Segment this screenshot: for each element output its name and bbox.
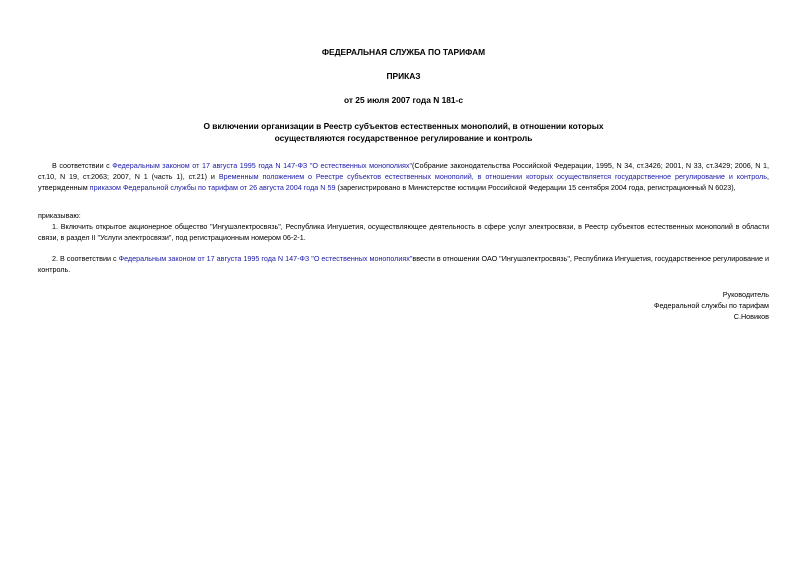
document-subject-line-2: осуществляются государственное регулирование и контроль [274, 133, 533, 143]
federal-law-link-item2[interactable]: Федеральным законом от 17 августа 1995 года N 147-ФЗ "О естественных монополиях" [118, 254, 413, 263]
basis-text-4: (зарегистрировано в Министерстве юстиции Российской Федерации 15 сентября 2004 года, регистрационный N 6023), [335, 183, 736, 192]
order-word: приказываю: [38, 211, 81, 220]
document-subject [38, 120, 769, 144]
fst-order-link[interactable]: приказом Федеральной службы по тарифам от 26 августа 2004 года N 59 [89, 183, 336, 192]
federal-law-link[interactable]: Федеральным законом от 17 августа 1995 года N 147-ФЗ "О естественных монополиях" [112, 161, 413, 170]
basis-text-2: (Собрание законодательства Российской Федерации, 1995, N 34, ст.3426; 2001, N 33, ст.3429; 2006, N 1, ст.10, N 19, ст.2063; 2007, N 1 (часть 1), ст.21) и [38, 161, 770, 181]
signature-name: С.Новиков [733, 312, 769, 321]
signature-block [38, 289, 769, 322]
order-item-1: 1. Включить открытое акционерное общество "Ингушэлектросвязь", Республика Ингушетия, осуществляющее деятельность в сфере услуг электросвязи, в Реестр субъектов естественных монополий в области связи, в раздел II "Услуги электросвязи", под регистрационным номером 06-2-1. [38, 222, 769, 242]
document-date-number: от 25 июля 2007 года N 181-с [343, 95, 464, 105]
document-subject-line-1: О включении организации в Реестр субъектов естественных монополий, в отношении которых [203, 121, 604, 131]
signature-position: Руководитель [722, 290, 769, 299]
temporary-regulation-link[interactable]: Временным положением о Реестре субъектов естественных монополий, в отношении которых осуществляется государственное регулирование и контроль [218, 172, 767, 181]
legal-basis-paragraph [38, 160, 769, 193]
basis-text-1: В соответствии с [52, 161, 113, 170]
basis-text-3: , утвержденным [38, 172, 769, 192]
agency-title: ФЕДЕРАЛЬНАЯ СЛУЖБА ПО ТАРИФАМ [321, 47, 486, 57]
document-page [38, 40, 769, 322]
document-type: ПРИКАЗ [386, 71, 421, 81]
item2-text-2: ввести в отношении ОАО "Ингушэлектросвязь", Республика Ингушетия, государственное регулирование и контроль. [38, 254, 770, 274]
item2-text-1: 2. В соответствии с [52, 254, 119, 263]
signature-organization: Федеральной службы по тарифам [654, 301, 769, 310]
order-item-2 [38, 253, 769, 275]
